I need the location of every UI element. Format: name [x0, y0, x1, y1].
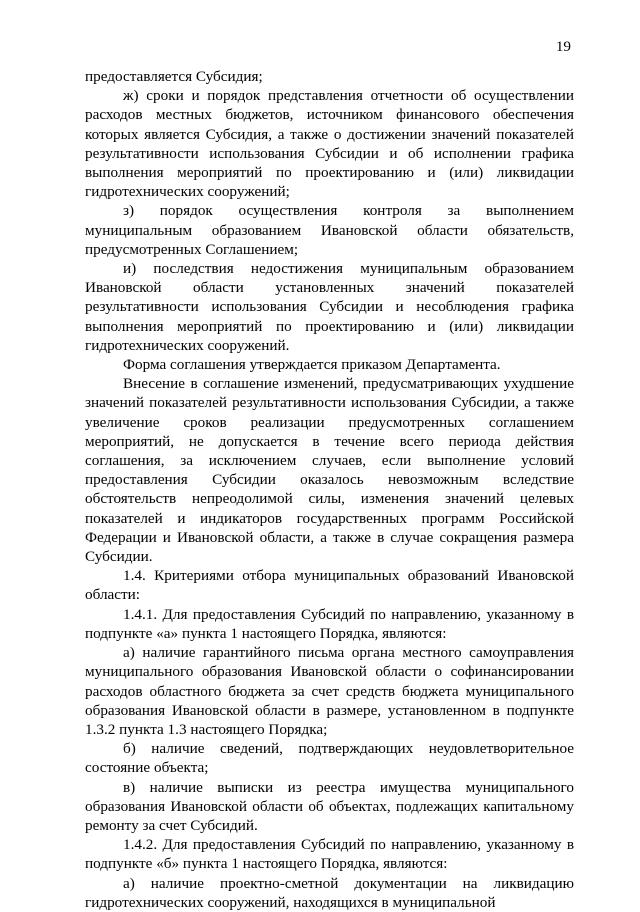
page-number: 19: [555, 38, 571, 55]
paragraph: 1.4.2. Для предоставления Субсидий по направлению, указанному в подпункте «б» пункта 1 настоящего Порядка, являются:: [85, 836, 574, 873]
paragraph: Внесение в соглашение изменений, предусматривающих ухудшение значений показателей результативности использования Субсидии, а также увеличение сроков реализации предусмотренных соглашением мероприятий, не допускается в течение всего периода действия соглашения, за исключением случаев, если выполнение условий предоставления Субсидии оказалось невозможным вследствие обстоятельств непреодолимой силы, изменения значений целевых показателей и индикаторов государственных программ Российской Федерации и Ивановской области, а также в случае сокращения размера Субсидии.: [85, 375, 574, 566]
paragraph: и) последствия недостижения муниципальным образованием Ивановской области установленных значений показателей результативности использования Субсидии и несоблюдения графика выполнения мероприятий по проектированию и (или) ликвидации гидротехнических сооружений.: [85, 260, 574, 354]
paragraph: предоставляется Субсидия;: [85, 68, 263, 85]
paragraph: з) порядок осуществления контроля за выполнением муниципальным образованием Ивановской области обязательств, предусмотренных Соглашением;: [85, 202, 574, 258]
paragraph: в) наличие выписки из реестра имущества муниципального образования Ивановской области об объектах, подлежащих капитальному ремонту за счет Субсидий.: [85, 778, 574, 834]
paragraph: б) наличие сведений, подтверждающих неудовлетворительное состояние объекта;: [85, 740, 574, 777]
document-body: [85, 67, 574, 912]
paragraph: а) наличие проектно-сметной документации на ликвидацию гидротехнических сооружений, находящихся в муниципальной: [85, 874, 574, 911]
paragraph: а) наличие гарантийного письма органа местного самоуправления муниципального образования Ивановской области о софинансировании расходов областного бюджета за счет средств бюджета муниципального образования Ивановской области в размере, установленном в подпункте 1.3.2 пункта 1.3 настоящего Порядка;: [85, 644, 574, 738]
paragraph: 1.4.1. Для предоставления Субсидий по направлению, указанному в подпункте «а» пункта 1 настоящего Порядка, являются:: [85, 605, 574, 642]
paragraph: ж) сроки и порядок представления отчетности об осуществлении расходов местных бюджетов, источником финансового обеспечения которых является Субсидия, а также о достижении значений показателей результативности использования Субсидии и об исполнении графика выполнения мероприятий по проектированию и (или) ликвидации гидротехнических сооружений;: [85, 87, 574, 201]
paragraph: 1.4. Критериями отбора муниципальных образований Ивановской области:: [85, 567, 574, 604]
paragraph: Форма соглашения утверждается приказом Департамента.: [123, 356, 501, 374]
